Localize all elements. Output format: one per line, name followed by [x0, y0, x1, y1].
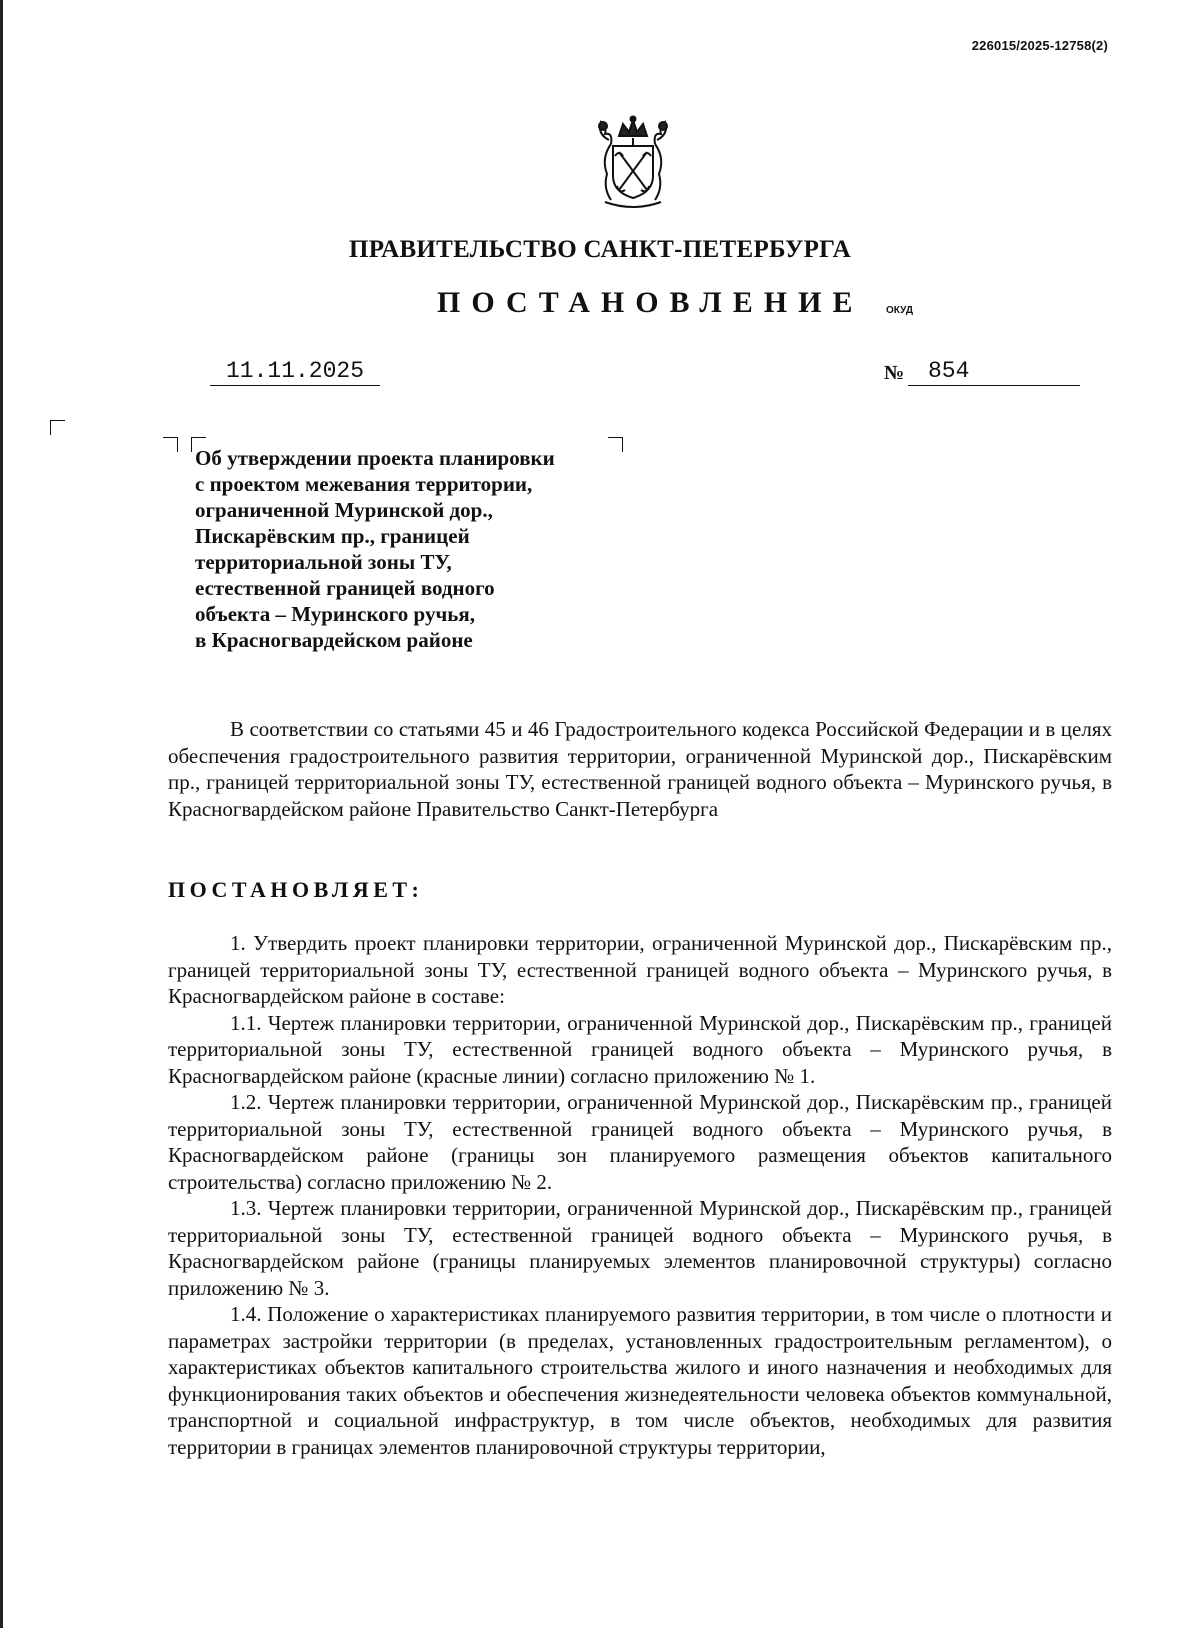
subject-line: объекта – Муринского ручья, — [195, 602, 476, 626]
subject-line: ограниченной Муринской дор., — [195, 498, 493, 522]
number-sign: № — [884, 362, 905, 384]
list-item: 1.2. Чертеж планировки территории, ограниченной Муринской дор., Пискарёвским пр., границей территориальной зоны ТУ, естественной границей водного объекта – Муринского ручья, в Красногвардейском районе (границы зон планируемого размещения объектов капитального строительства) согласно приложению № 2. — [168, 1090, 1112, 1194]
subject-line: с проектом межевания территории, — [195, 472, 533, 496]
preamble-text: В соответствии со статьями 45 и 46 Градостроительного кодекса Российской Федерации и в целях обеспечения градостроительного развития территории, ограниченной Муринской дор., Пискарёвским пр., границей территориальной зоны ТУ, естественной границей водного объекта – Муринского ручья, в Красногвардейском районе Правительство Санкт-Петербурга — [168, 717, 1112, 821]
subject-corner-mark — [163, 437, 178, 452]
document-date: 11.11.2025 — [210, 358, 380, 386]
list-item: 1.4. Положение о характеристиках планируемого развития территории, в том числе о плотности и параметрах застройки территории (в пределах, установленных градостроительным регламентом), о характеристиках объектов капитального строительства жилого и иного назначения и необходимых для функционирования таких объектов и обеспечения жизнедеятельности человека объектов коммунальной, транспортной и социальной инфраструктур, в том числе объектов, необходимых для развития территории в границах элементов планировочной структуры территории, — [168, 1302, 1112, 1459]
subject-line: Пискарёвским пр., границей — [195, 524, 470, 548]
preamble-paragraph — [168, 716, 1112, 822]
margin-corner-mark — [50, 420, 65, 435]
registration-number: 226015/2025-12758(2) — [971, 38, 1108, 53]
decree-items — [168, 930, 1112, 1460]
government-title: ПРАВИТЕЛЬСТВО САНКТ-ПЕТЕРБУРГА — [348, 236, 852, 263]
okud-label: ОКУД — [886, 305, 913, 316]
subject-line: естественной границей водного — [195, 576, 495, 600]
list-item: 1. Утвердить проект планировки территории, ограниченной Муринской дор., Пискарёвским пр., границей территориальной зоны ТУ, естественной границей водного объекта – Муринского ручья, в Красногвардейском районе в составе: — [168, 931, 1112, 1008]
subject-line: Об утверждении проекта планировки — [195, 446, 555, 470]
document-number: 854 — [908, 358, 1080, 386]
document-type: ПОСТАНОВЛЕНИЕ — [437, 286, 864, 319]
subject-line: в Красногвардейском районе — [195, 628, 473, 652]
list-item: 1.1. Чертеж планировки территории, ограниченной Муринской дор., Пискарёвским пр., границей территориальной зоны ТУ, естественной границей водного объекта – Муринского ручья, в Красногвардейском районе (красные линии) согласно приложению № 1. — [168, 1010, 1112, 1088]
decree-heading: ПОСТАНОВЛЯЕТ: — [168, 877, 424, 902]
spb-coat-of-arms-icon — [583, 114, 683, 214]
document-subject — [195, 445, 635, 653]
subject-line: территориальной зоны ТУ, — [195, 550, 452, 574]
list-item: 1.3. Чертеж планировки территории, ограниченной Муринской дор., Пискарёвским пр., границей территориальной зоны ТУ, естественной границей водного объекта – Муринского ручья, в Красногвардейском районе (границы планируемых элементов планировочной структуры) согласно приложению № 3. — [168, 1196, 1112, 1300]
